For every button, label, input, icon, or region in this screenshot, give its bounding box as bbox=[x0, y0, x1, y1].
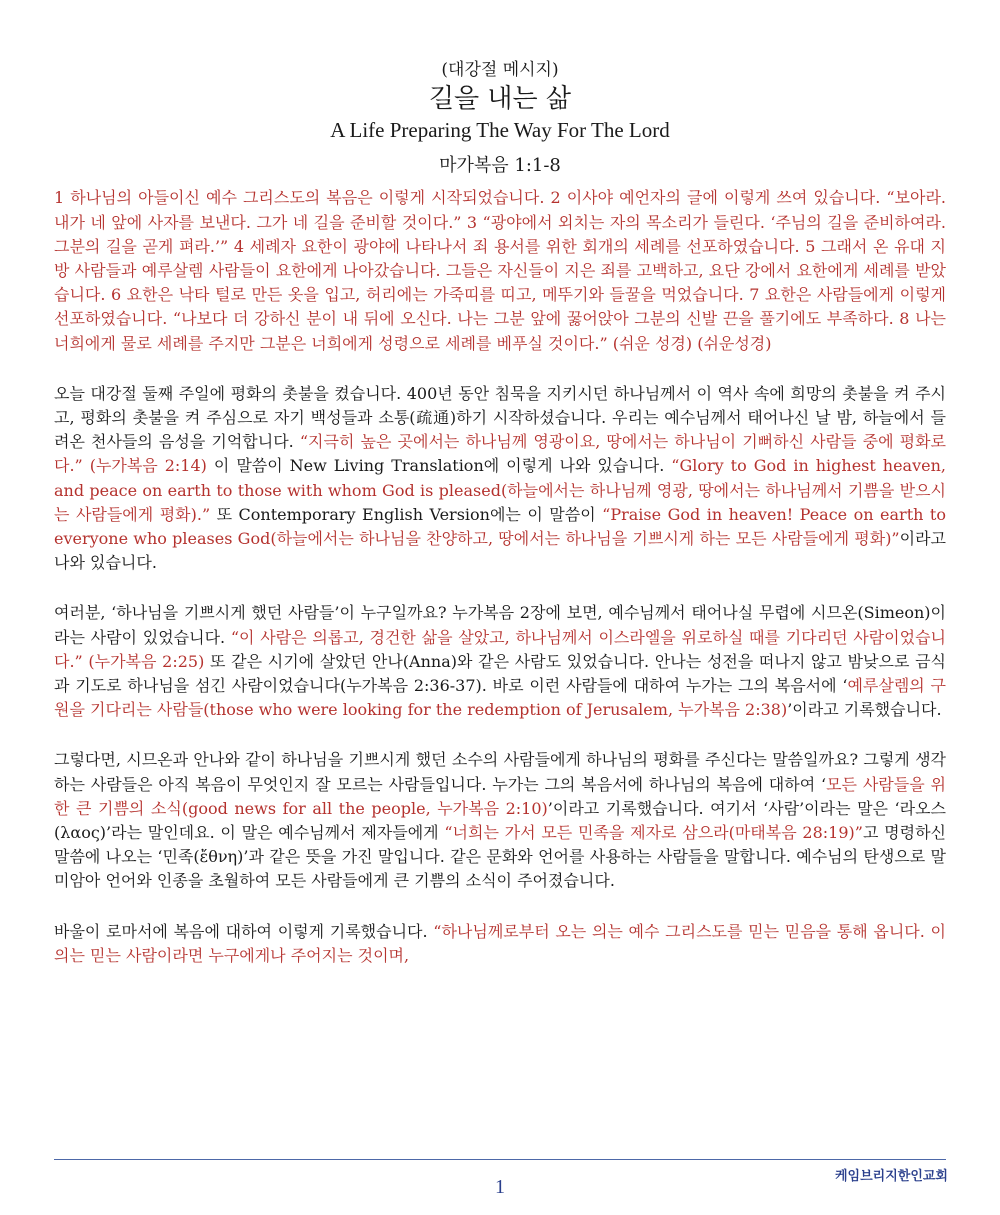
body-text: 그렇다면, 시므온과 안나와 같이 하나님을 기쁘시게 했던 소수의 사람들에게 하나님의 평화를 주신다는 말씀일까요? 그렇게 생각하는 사람들은 아직 복음이 무엇인지 잘 모르는 사람들입니다. 누가는 그의 복음서에 하나님의 복음에 대하여 ‘ bbox=[54, 750, 946, 794]
sermon-title: 길을 내는 삶 bbox=[428, 84, 572, 115]
church-name: 케임브리지한인교회 bbox=[834, 1169, 948, 1184]
body-text: 바울이 로마서에 복음에 대하여 이렇게 기록했습니다. bbox=[54, 921, 434, 941]
sermon-header bbox=[54, 60, 946, 176]
quoted-scripture-text: “Glory to God in highest heaven, and peace on earth to those with whom God is pleased(하늘에서는 하나님께 영광, 땅에서는 하나님께서 기쁨을 받으시는 사람들에게 평화).” bbox=[54, 456, 946, 524]
quoted-scripture-text: “너희는 가서 모든 민족을 제자로 삼으라(마태복음 28:19)” bbox=[444, 823, 863, 843]
body-text: 이라고 나와 있습니다. bbox=[54, 529, 946, 573]
body-text: 또 같은 시기에 살았던 안나(Anna)와 같은 사람도 있었습니다. 안나는 성전을 떠나지 않고 밤낮으로 금식과 기도로 하나님을 섬긴 사람이었습니다(누가복음 2:36-37). 바로 이런 사람들에 대하여 누가는 그의 복음서에 ‘ bbox=[54, 651, 946, 696]
document-page bbox=[54, 60, 946, 968]
body-paragraph bbox=[54, 920, 946, 968]
body-text: 여러분, ‘하나님을 기쁘시게 했던 사람들’이 누구일까요? 누가복음 2장에 보면, 예수님께서 태어나실 무렵에 시므온(Simeon)이라는 사람이 있었습니다. bbox=[54, 603, 946, 647]
quoted-scripture-text: “Praise God in heaven! Peace on earth to everyone who pleases God(하늘에서는 하나님을 찬양하고, 땅에서는 하나님을 기쁘시게 하는 모든 사람들에게 평화)” bbox=[54, 504, 946, 548]
sermon-subtitle: (대강절 메시지) bbox=[441, 60, 559, 80]
body-paragraph bbox=[54, 748, 946, 893]
scripture-reference: 마가복음 1:1-8 bbox=[439, 154, 561, 176]
body-paragraph bbox=[54, 601, 946, 722]
body-text: 오늘 대강절 둘째 주일에 평화의 촛불을 켰습니다. 400년 동안 침묵을 지키시던 하나님께서 이 역사 속에 희망의 촛불을 켜 주시고, 평화의 촛불을 켜 주심으로 자기 백성들과 소통(疏通)하기 시작하셨습니다. 우리는 예수님께서 태어나신 날 밤, 하늘에서 들려온 천사들의 음성을 기억합니다. bbox=[54, 383, 946, 452]
footer-divider bbox=[54, 1159, 946, 1160]
body-paragraph bbox=[54, 382, 946, 576]
page-number: 1 bbox=[495, 1176, 505, 1198]
sermon-english-title: A Life Preparing The Way For The Lord bbox=[330, 117, 670, 142]
body-text: 이 말씀이 New Living Translation에 이렇게 나와 있습니다. bbox=[206, 456, 672, 476]
body-text: 고 명령하신 말씀에 나오는 ‘민족(ἔθνη)’과 같은 뜻을 가진 말입니다. 같은 문화와 언어를 사용하는 사람들을 말합니다. 예수님의 탄생으로 말미암아 언어와 인종을 초월하여 모든 사람들에게 큰 기쁨의 소식이 주어졌습니다. bbox=[54, 823, 946, 891]
quoted-scripture-text: 예루살렘의 구원을 기다리는 사람들(those who were looking for the redemption of Jerusalem, 누가복음 2:38) bbox=[54, 676, 946, 720]
quoted-scripture-text: 1 하나님의 아들이신 예수 그리스도의 복음은 이렇게 시작되었습니다. 2 이사야 예언자의 글에 이렇게 쓰여 있습니다. “보아라. 내가 네 앞에 사자를 보낸다. 그가 네 길을 준비할 것이다.” 3 “광야에서 외치는 자의 목소리가 들린다. ‘주님의 길을 준비하여라. 그분의 길을 곧게 펴라.’” 4 세례자 요한이 광야에 나타나서 죄 용서를 위한 회개의 세례를 선포하였습니다. 5 그래서 온 유대 지방 사람들과 예루살렘 사람들이 요한에게 나아갔습니다. 그들은 자신들이 지은 죄를 고백하고, 요단 강에서 요한에게 세례를 받았습니다. 6 요한은 낙타 털로 만든 옷을 입고, 허리에는 가죽띠를 띠고, 메뚜기와 들꿀을 먹었습니다. 7 요한은 사람들에게 이렇게 선포하였습니다. “나보다 더 강하신 분이 내 뒤에 오신다. 나는 그분 앞에 꿇어앉아 그분의 신발 끈을 풀기에도 부족하다. 8 나는 너희에게 물로 세례를 주지만 그분은 너희에게 성령으로 세례를 베푸실 것이다.” (쉬운 성경) (쉬운성경) bbox=[54, 188, 946, 353]
scripture-passage bbox=[54, 186, 946, 355]
body-text: ’이라고 기록했습니다. 여기서 ‘사람’이라는 말은 ‘라오스(λαος)’라는 말인데요. 이 말은 예수님께서 제자들에게 bbox=[54, 798, 946, 843]
body-text: ’이라고 기록했습니다. bbox=[787, 700, 942, 720]
quoted-scripture-text: 모든 사람들을 위한 큰 기쁨의 소식(good news for all the people, 누가복음 2:10) bbox=[54, 774, 946, 818]
body-text: 또 Contemporary English Version에는 이 말씀이 bbox=[210, 504, 603, 524]
quoted-scripture-text: “지극히 높은 곳에서는 하나님께 영광이요, 땅에서는 하나님이 기뻐하신 사람들 중에 평화로다.” (누가복음 2:14) bbox=[54, 432, 946, 476]
quoted-scripture-text: “이 사람은 의롭고, 경건한 삶을 살았고, 하나님께서 이스라엘을 위로하실 때를 기다리던 사람이었습니다.” (누가복음 2:25) bbox=[54, 627, 946, 671]
quoted-scripture-text: “하나님께로부터 오는 의는 예수 그리스도를 믿는 믿음을 통해 옵니다. 이 의는 믿는 사람이라면 누구에게나 주어지는 것이며, bbox=[54, 921, 947, 965]
